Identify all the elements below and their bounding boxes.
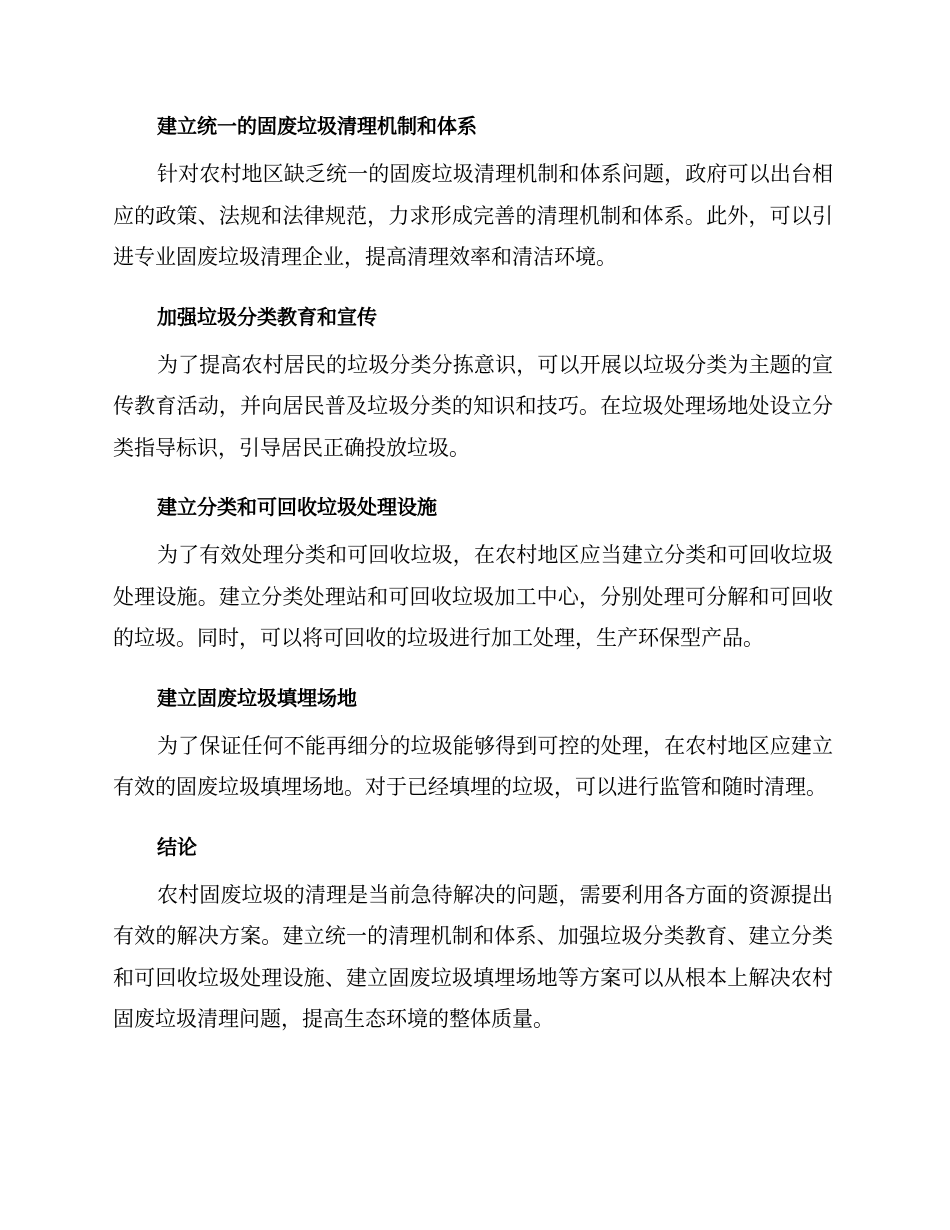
section-unified-mechanism bbox=[113, 108, 833, 279]
section-paragraph: 为了保证任何不能再细分的垃圾能够得到可控的处理，在农村地区应建立有效的固废垃圾填埋场地。对于已经填埋的垃圾，可以进行监管和随时清理。 bbox=[113, 733, 833, 799]
section-heading: 建立分类和可回收垃圾处理设施 bbox=[157, 495, 437, 519]
section-heading: 结论 bbox=[157, 834, 197, 859]
section-recycling-facilities bbox=[113, 489, 833, 660]
section-sorting-education bbox=[113, 299, 833, 470]
section-paragraph: 为了提高农村居民的垃圾分类分拣意识，可以开展以垃圾分类为主题的宣传教育活动，并向居民普及垃圾分类的知识和技巧。在垃圾处理场地处设立分类指导标识，引导居民正确投放垃圾。 bbox=[113, 352, 833, 460]
section-paragraph: 为了有效处理分类和可回收垃圾，在农村地区应当建立分类和可回收垃圾处理设施。建立分类处理站和可回收垃圾加工中心，分别处理可分解和可回收的垃圾。同时，可以将可回收的垃圾进行加工处理，生产环保型产品。 bbox=[113, 543, 833, 650]
section-heading: 加强垃圾分类教育和宣传 bbox=[157, 304, 377, 329]
section-paragraph: 针对农村地区缺乏统一的固废垃圾清理机制和体系问题，政府可以出台相应的政策、法规和法律规范，力求形成完善的清理机制和体系。此外，可以引进专业固废垃圾清理企业，提高清理效率和清洁环境。 bbox=[113, 162, 833, 269]
section-landfill-site bbox=[113, 680, 833, 809]
document-body bbox=[113, 108, 833, 1041]
section-paragraph: 农村固废垃圾的清理是当前急待解决的问题，需要利用各方面的资源提出有效的解决方案。建立统一的清理机制和体系、加强垃圾分类教育、建立分类和可回收垃圾处理设施、建立固废垃圾填埋场地等方案可以从根本上解决农村固废垃圾清理问题，提高生态环境的整体质量。 bbox=[113, 882, 833, 1031]
section-heading: 建立统一的固废垃圾清理机制和体系 bbox=[157, 114, 477, 138]
section-heading: 建立固废垃圾填埋场地 bbox=[157, 685, 357, 710]
section-conclusion bbox=[113, 829, 833, 1041]
